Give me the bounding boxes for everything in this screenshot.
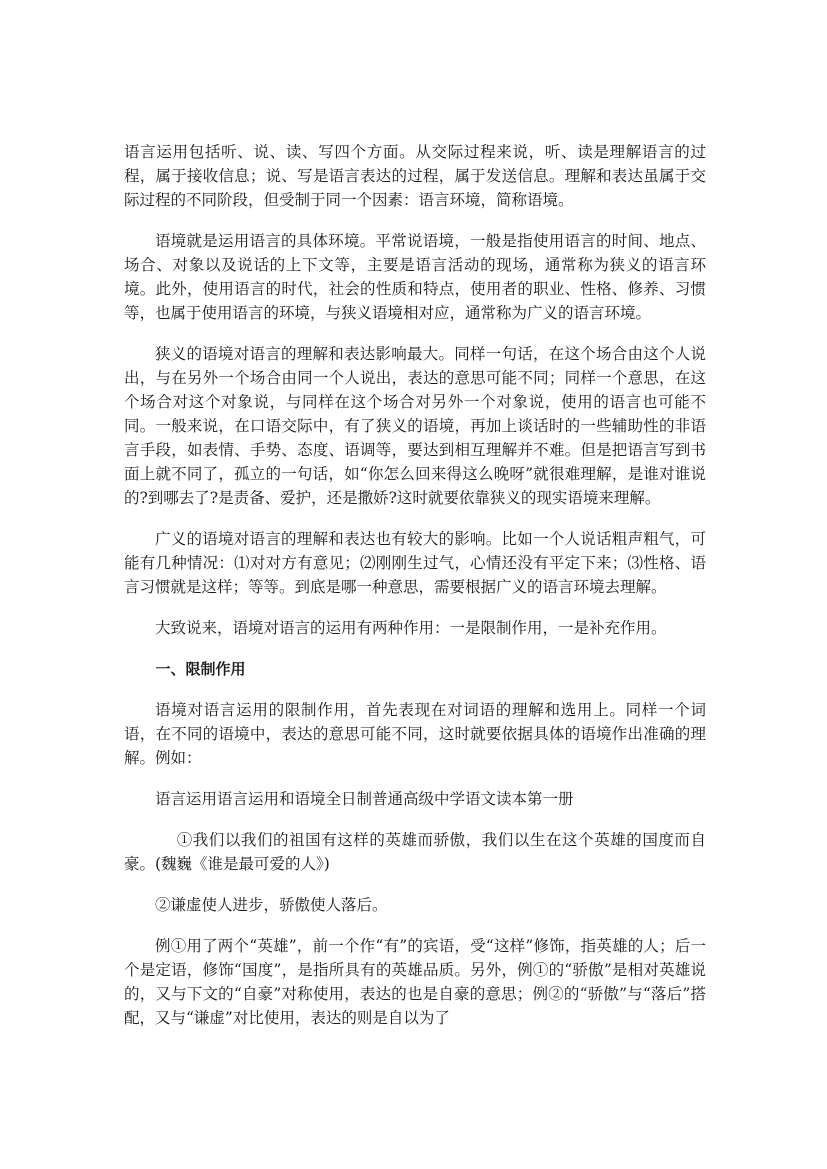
source-line: 语言运用语言运用和语境全日制普通高级中学语文读本第一册 xyxy=(155,790,574,808)
section-heading: 一、限制作用 xyxy=(155,660,246,678)
paragraph-broad-context: 广义的语境对语言的理解和表达也有较大的影响。比如一个人说话粗声粗气，可能有几种情况：⑴对对方有意见；⑵刚刚生过气，心情还没有平定下来；⑶性格、语言习惯就是这样；等等。到底是哪一种意思，需要根据广义的语言环境去理解。 xyxy=(124,530,706,596)
example-2: ②谦虚使人进步，骄傲使人落后。 xyxy=(155,896,388,914)
document-body xyxy=(124,140,706,1047)
paragraph-analysis: 例①用了两个“英雄”，前一个作“有”的宾语，受“这样”修饰，指英雄的人；后一个是定语，修饰“国度”，是指所具有的英雄品质。另外，例①的“骄傲”是相对英雄说的，又与下文的“自豪”对称使用，表达的也是自豪的意思；例②的“骄傲”与“落后”搭配，又与“谦虚”对比使用，表达的则是自以为了 xyxy=(124,937,706,1027)
paragraph-two-functions: 大致说来，语境对语言的运用有两种作用：一是限制作用，一是补充作用。 xyxy=(155,619,667,637)
paragraph-intro: 语言运用包括听、说、读、写四个方面。从交际过程来说，听、读是理解语言的过程，属于接收信息；说、写是语言表达的过程，属于发送信息。理解和表达虽属于交际过程的不同阶段，但受制于同一个因素：语言环境，简称语境。 xyxy=(124,143,706,209)
example-1: ①我们以我们的祖国有这样的英雄而骄傲，我们以生在这个英雄的国度而自豪。(魏巍《谁是最可爱的人》) xyxy=(124,831,706,873)
paragraph-restriction: 语境对语言运用的限制作用，首先表现在对词语的理解和选用上。同样一个词语，在不同的语境中，表达的意思可能不同，这时就要依据具体的语境作出准确的理解。例如： xyxy=(124,701,706,767)
paragraph-narrow-context: 狭义的语境对语言的理解和表达影响最大。同样一句话，在这个场合由这个人说出，与在另外一个场合由同一个人说出，表达的意思可能不同；同样一个意思，在这个场合对这个对象说，与同样在这个场合对另外一个对象说，使用的语言也可能不同。一般来说，在口语交际中，有了狭义的语境，再加上谈话时的一些辅助性的非语言手段，如表情、手势、态度、语调等，要达到相互理解并不难。但是把语言写到书面上就不同了，孤立的一句话，如“你怎么回来得这么晚呀”就很难理解，是谁对谁说的?到哪去了?是责备、爱护，还是撒娇?这时就要依靠狭义的现实语境来理解。 xyxy=(124,345,706,507)
paragraph-context-definition: 语境就是运用语言的具体环境。平常说语境，一般是指使用语言的时间、地点、场合、对象以及说话的上下文等，主要是语言活动的现场，通常称为狭义的语言环境。此外，使用语言的时代，社会的性质和特点，使用者的职业、性格、修养、习惯等，也属于使用语言的环境，与狭义语境相对应，通常称为广义的语言环境。 xyxy=(124,232,706,322)
